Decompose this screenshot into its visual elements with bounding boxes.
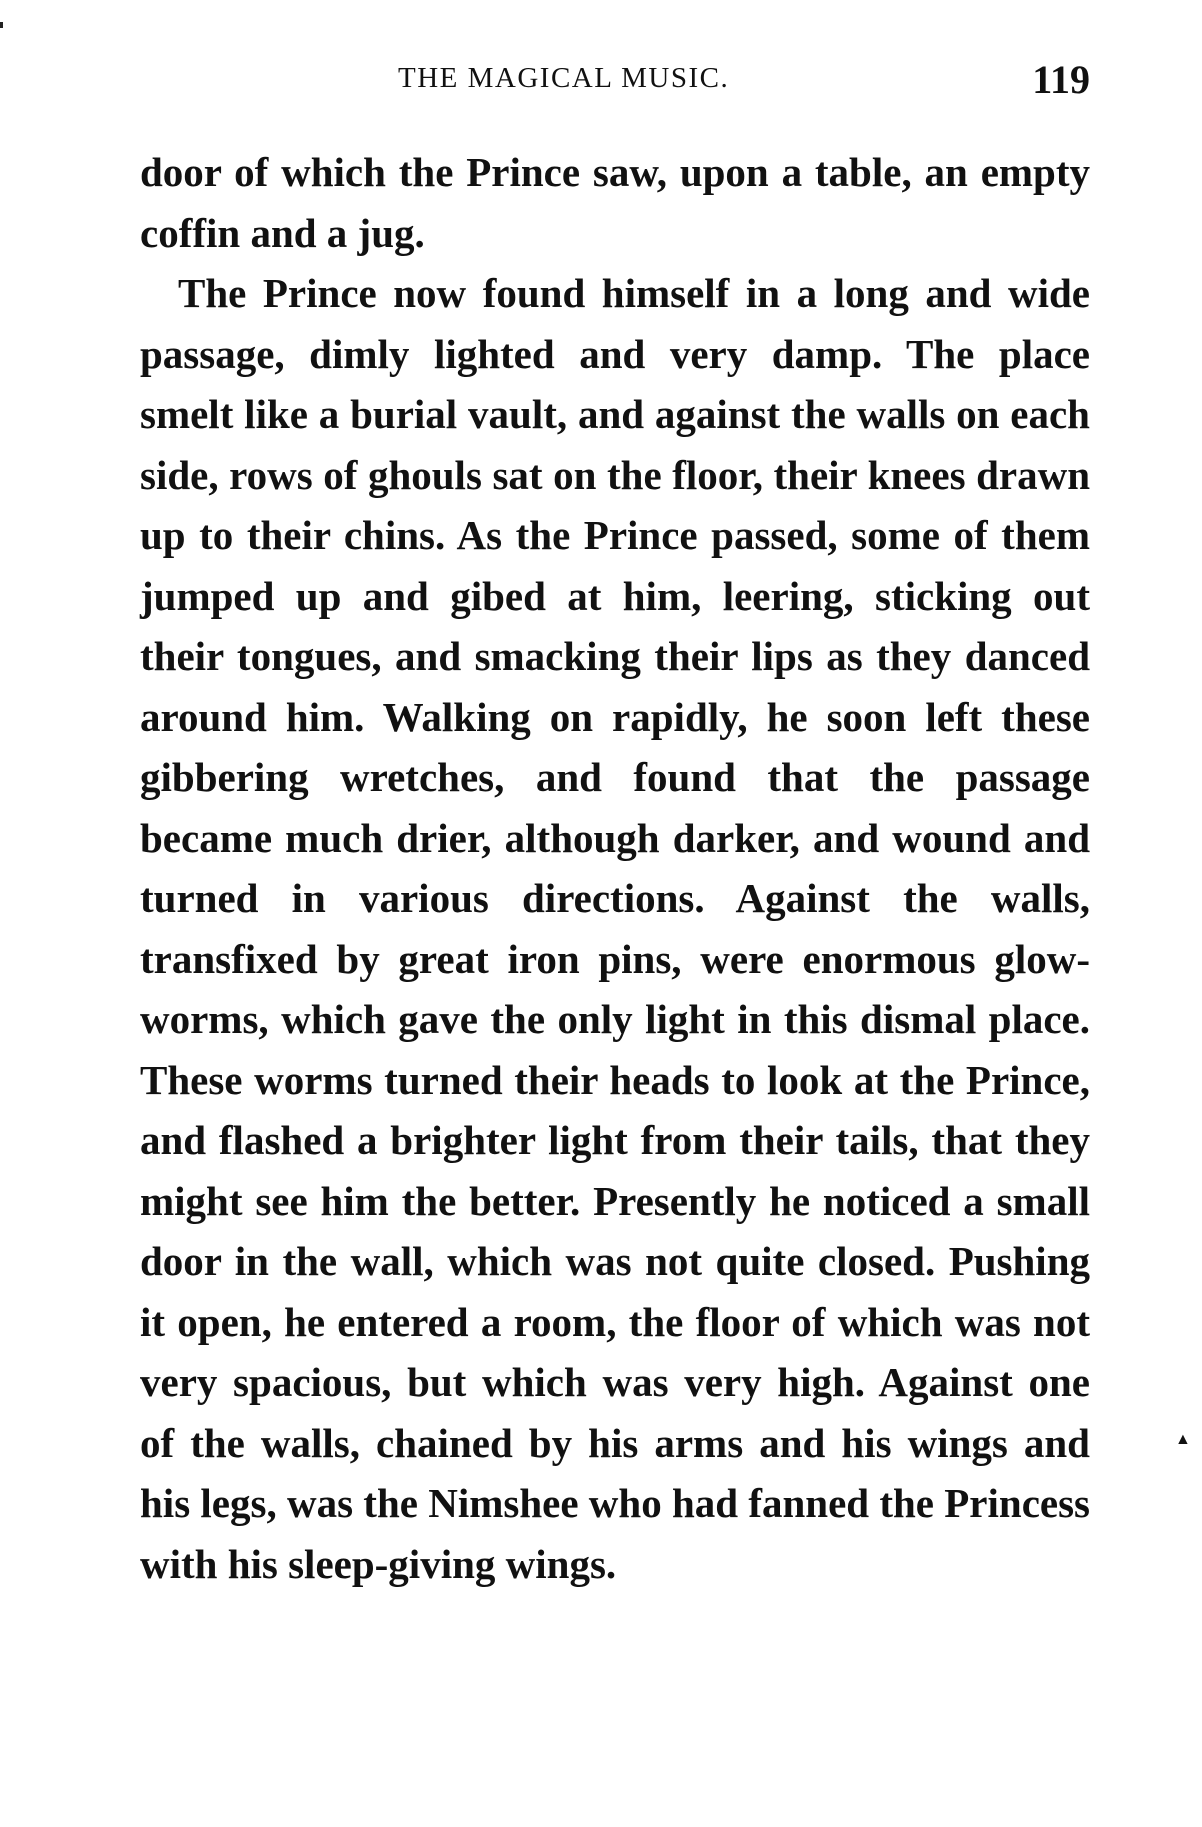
running-title: THE MAGICAL MUSIC.	[398, 62, 730, 94]
paragraph-2: The Prince now found himself in a long and wide passage, dimly lighted and very damp. The place smelt like a burial vault, and against the walls on each side, rows of ghouls sat on the floor, their knees drawn up to their chins. As the Prince passed, some of them jumped up and gibed at him, leering, sticking out their tongues, and smacking their lips as they danced around him. Walking on rapidly, he soon left these gibbering wretches, and found that the passage became much drier, although darker, and wound and turned in various directions. Against the walls, transfixed by great iron pins, were enormous glow-worms, which gave the only light in this dismal place. These worms turned their heads to look at the Prince, and flashed a brighter light from their tails, that they might see him the better. Presently he noticed a small door in the wall, which was not quite closed. Pushing it open, he entered a room, the floor of which was not very spacious, but which was very high. Against one of the walls, chained by his arms and his wings and his legs, was the Nimshee who had fanned the Princess with his sleep-giving wings.	[140, 270, 1090, 1587]
body-text	[140, 142, 1090, 1594]
scan-edge-mark	[0, 22, 3, 28]
paragraph-1: door of which the Prince saw, upon a table, an empty coffin and a jug.	[140, 149, 1090, 256]
page-header	[140, 58, 1090, 108]
page-number: 119	[1032, 57, 1090, 102]
margin-mark: ▲	[1175, 1431, 1191, 1448]
